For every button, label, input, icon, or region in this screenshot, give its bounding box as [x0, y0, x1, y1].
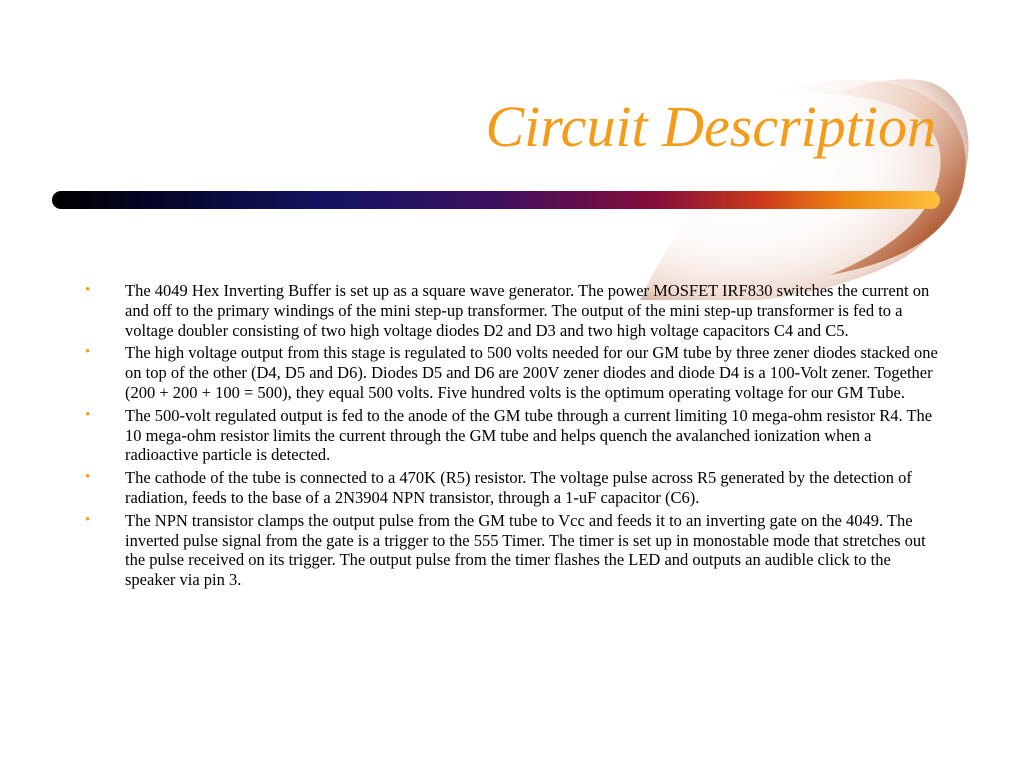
slide-title: Circuit Description [485, 94, 936, 159]
bullet-icon: • [85, 469, 91, 486]
bullet-icon: • [85, 344, 91, 361]
bullet-text: The 500-volt regulated output is fed to the anode of the GM tube through a current limiting 10 mega-ohm resistor R4. The 10 mega-ohm resistor limits the current through the GM tube and helps quench the avalanched ionization when a radioactive particle is detected. [125, 405, 933, 465]
bullet-text: The high voltage output from this stage is regulated to 500 volts needed for our GM tube by three zener diodes stacked one on top of the other (D4, D5 and D6). Diodes D5 and D6 are 200V zener diodes and diode D4 is a 100-Volt zener. Together (200 + 200 + 100 = 500), they equal 500 volts. Five hundred volts is the optimum operating voltage for our GM Tube. [125, 343, 938, 402]
bullet-item [85, 511, 945, 590]
bullet-icon: • [85, 511, 91, 528]
bullet-icon: • [85, 406, 91, 423]
bullet-item [85, 406, 945, 465]
bullet-item [85, 468, 945, 508]
bullet-item [85, 343, 945, 402]
bullet-icon: • [85, 282, 91, 298]
bullet-text: The NPN transistor clamps the output pulse from the GM tube to Vcc and feeds it to an inverting gate on the 4049. The inverted pulse signal from the gate is a trigger to the 555 Timer. The timer is set up in monostable mode that stretches out the pulse received on its trigger. The output pulse from the timer flashes the LED and outputs an audible click to the speaker via pin 3. [125, 510, 926, 590]
bullet-text: The 4049 Hex Inverting Buffer is set up as a square wave generator. The power MOSFET IRF830 switches the current on and off to the primary windings of the mini step-up transformer. The output of the mini step-up transformer is fed to a voltage doubler consisting of two high voltage diodes D2 and D3 and two high voltage capacitors C4 and C5. [125, 281, 930, 340]
bullet-item [85, 281, 945, 340]
bullet-list [85, 281, 945, 593]
bullet-text: The cathode of the tube is connected to a 470K (R5) resistor. The voltage pulse across R5 generated by the detection of radiation, feeds to the base of a 2N3904 NPN transistor, through a 1-uF capacitor (C6). [125, 468, 912, 507]
